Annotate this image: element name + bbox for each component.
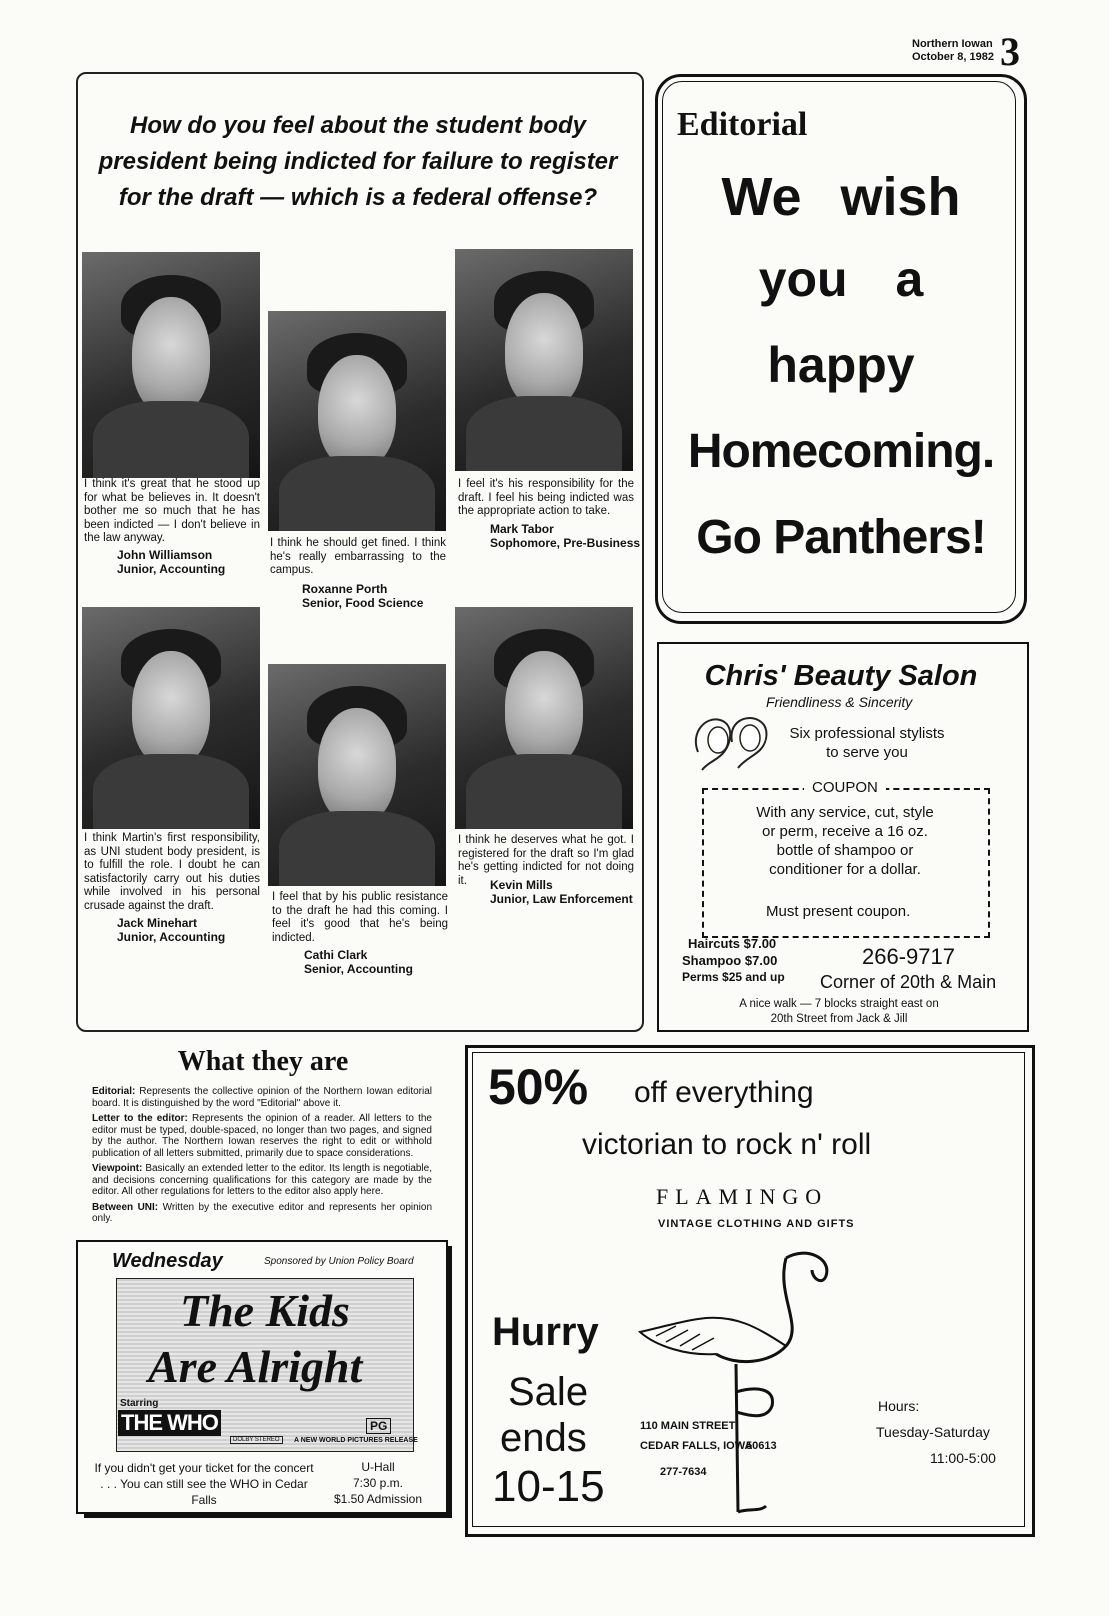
- major-jack-minehart: Junior, Accounting: [117, 930, 226, 944]
- salon-price-perms: Perms $25 and up: [682, 970, 785, 984]
- flamingo-address-2: CEDAR FALLS, IOWA: [640, 1440, 753, 1452]
- salon-price-shampoo: Shampoo $7.00: [682, 953, 778, 968]
- definition-editorial: Editorial: Represents the collective opinion of the Northern Iowan editorial board. It is distinguished by the word "Editorial" above it.: [92, 1086, 432, 1109]
- photo-kevin-mills: [455, 607, 633, 829]
- movie-title-line-2: Are Alright: [148, 1341, 363, 1392]
- movie-title-line-1: The Kids: [180, 1285, 350, 1336]
- name-kevin-mills: Kevin Mills: [490, 878, 553, 892]
- coupon-label: COUPON: [804, 779, 886, 796]
- flamingo-headline-pct: 50%: [488, 1059, 589, 1115]
- movie-venue: U-Hall: [361, 1460, 395, 1474]
- photo-jack-minehart: [82, 607, 260, 829]
- definition-viewpoint: Viewpoint: Basically an extended letter to the editor. Its length is negotiable, and decisions concerning qualifications for this category are made by the editor. All other regulations for letters to the editor also apply here.: [92, 1163, 432, 1197]
- major-roxanne-porth: Senior, Food Science: [302, 596, 424, 610]
- salon-tagline: Friendliness & Sincerity: [766, 694, 913, 710]
- flamingo-hurry: Hurry: [492, 1310, 599, 1354]
- coupon-note: Must present coupon.: [766, 903, 911, 920]
- quote-kevin-mills: I think he deserves what he got. I registered for the draft so I'm glad he's getting indicted for not doing it.: [458, 834, 634, 887]
- movie-starring: Starring: [120, 1398, 159, 1409]
- flamingo-sale: Sale: [508, 1370, 589, 1414]
- name-jack-minehart: Jack Minehart: [117, 916, 198, 930]
- quote-jack-minehart: I think Martin's first responsibility, as UNI student body president, is to fulfill the role. I doubt he can satisfactorily carry out his duties while involved in his personal crusade against the draft.: [84, 832, 260, 912]
- quote-john-williamson: I think it's great that he stood up for what be believes in. It doesn't bother me so much that he has been indicted — I don't believe in the law anyway.: [84, 478, 260, 544]
- definition-between-uni: Between UNI: Written by the executive editor and represents her opinion only.: [92, 1201, 433, 1224]
- photo-roxanne-porth: [268, 311, 446, 531]
- photo-cathi-clark: [268, 664, 446, 886]
- salon-phone: 266-9717: [862, 944, 955, 969]
- flamingo-address-1: 110 MAIN STREET: [640, 1420, 736, 1432]
- photo-mark-tabor: [455, 249, 633, 471]
- major-cathi-clark: Senior, Accounting: [304, 962, 413, 976]
- movie-studio: A NEW WORLD PICTURES RELEASE: [294, 1437, 418, 1444]
- flamingo-sale-date: 10-15: [492, 1462, 605, 1511]
- movie-band-logo: THE WHO: [118, 1410, 221, 1436]
- salon-stylists: Six professional stylists to serve you: [789, 725, 945, 761]
- editorial-line-5: Go Panthers!: [696, 511, 986, 564]
- editorial-line-2: you a: [758, 251, 924, 307]
- movie-left-text: If you didn't get your ticket for the concert . . . You can still see the WHO in Cedar Falls: [94, 1461, 314, 1507]
- major-john-williamson: Junior, Accounting: [117, 562, 226, 576]
- movie-rating-badge: PG: [366, 1418, 391, 1434]
- quote-roxanne-porth: I think he should get fined. I think he's really embarrassing to the campus.: [270, 537, 446, 576]
- masthead-paper: Northern Iowan: [912, 38, 993, 50]
- definition-letter: Letter to the editor: Represents the opinion of a reader. All letters to the editor must be typed, double-spaced, no longer than two pages, and signed by the author. The Northern Iowan reserves the right to edit or withhold publication of all letters submitted, primarily due to space considerations.: [92, 1113, 432, 1159]
- name-john-williamson: John Williamson: [117, 548, 213, 562]
- flamingo-headline-rest: off everything: [634, 1076, 814, 1109]
- salon-logo-icon: [688, 712, 776, 776]
- salon-location: Corner of 20th & Main: [820, 972, 997, 992]
- survey-question: How do you feel about the student body president being indicted for failure to register for the draft — which is a federal offense?: [98, 112, 618, 211]
- salon-price-haircut: Haircuts $7.00: [688, 936, 777, 951]
- salon-directions: A nice walk — 7 blocks straight east on 20th Street from Jack & Jill: [739, 998, 939, 1025]
- movie-sponsor: Sponsored by Union Policy Board: [264, 1256, 414, 1267]
- flamingo-store-sub: VINTAGE CLOTHING AND GIFTS: [658, 1218, 855, 1230]
- page-number: 3: [1000, 29, 1020, 74]
- coupon-text: With any service, cut, style or perm, receive a 16 oz. bottle of shampoo or conditioner for a dollar.: [756, 804, 934, 878]
- movie-dolby: DOLBY STEREO: [230, 1436, 283, 1444]
- quote-cathi-clark: I feel that by his public resistance to the draft he had this coming. I feel it's good that he's being indicted.: [272, 891, 448, 944]
- what-they-are-title: What they are: [177, 1046, 349, 1077]
- editorial-line-4: Homecoming.: [687, 425, 995, 478]
- movie-day: Wednesday: [112, 1250, 223, 1272]
- flamingo-store-name: FLAMINGO: [656, 1184, 829, 1209]
- major-mark-tabor: Sophomore, Pre-Business: [490, 536, 641, 550]
- editorial-line-3: happy: [767, 337, 915, 393]
- flamingo-subline: victorian to rock n' roll: [582, 1128, 872, 1161]
- movie-price: $1.50 Admission: [333, 1492, 423, 1506]
- name-mark-tabor: Mark Tabor: [490, 522, 554, 536]
- name-cathi-clark: Cathi Clark: [304, 948, 368, 962]
- movie-time: 7:30 p.m.: [352, 1476, 404, 1490]
- name-roxanne-porth: Roxanne Porth: [302, 582, 388, 596]
- flamingo-ends: ends: [500, 1416, 587, 1460]
- editorial-line-1: We wish: [721, 167, 961, 227]
- photo-john-williamson: [82, 252, 260, 478]
- what-they-are-list: [92, 1086, 432, 1225]
- flamingo-hours-days: Tuesday-Saturday: [876, 1424, 990, 1440]
- flamingo-phone: 277-7634: [660, 1466, 707, 1478]
- quote-mark-tabor: I feel it's his responsibility for the draft. I feel his being indicted was the appropriate action to take.: [458, 478, 634, 517]
- masthead-date: October 8, 1982: [912, 51, 994, 63]
- major-kevin-mills: Junior, Law Enforcement: [490, 892, 633, 906]
- flamingo-zip: 50613: [746, 1440, 777, 1452]
- salon-name: Chris' Beauty Salon: [704, 660, 978, 692]
- flamingo-hours-time: 11:00-5:00: [930, 1450, 996, 1466]
- editorial-label: Editorial: [677, 106, 808, 143]
- flamingo-hours-label: Hours:: [878, 1398, 920, 1414]
